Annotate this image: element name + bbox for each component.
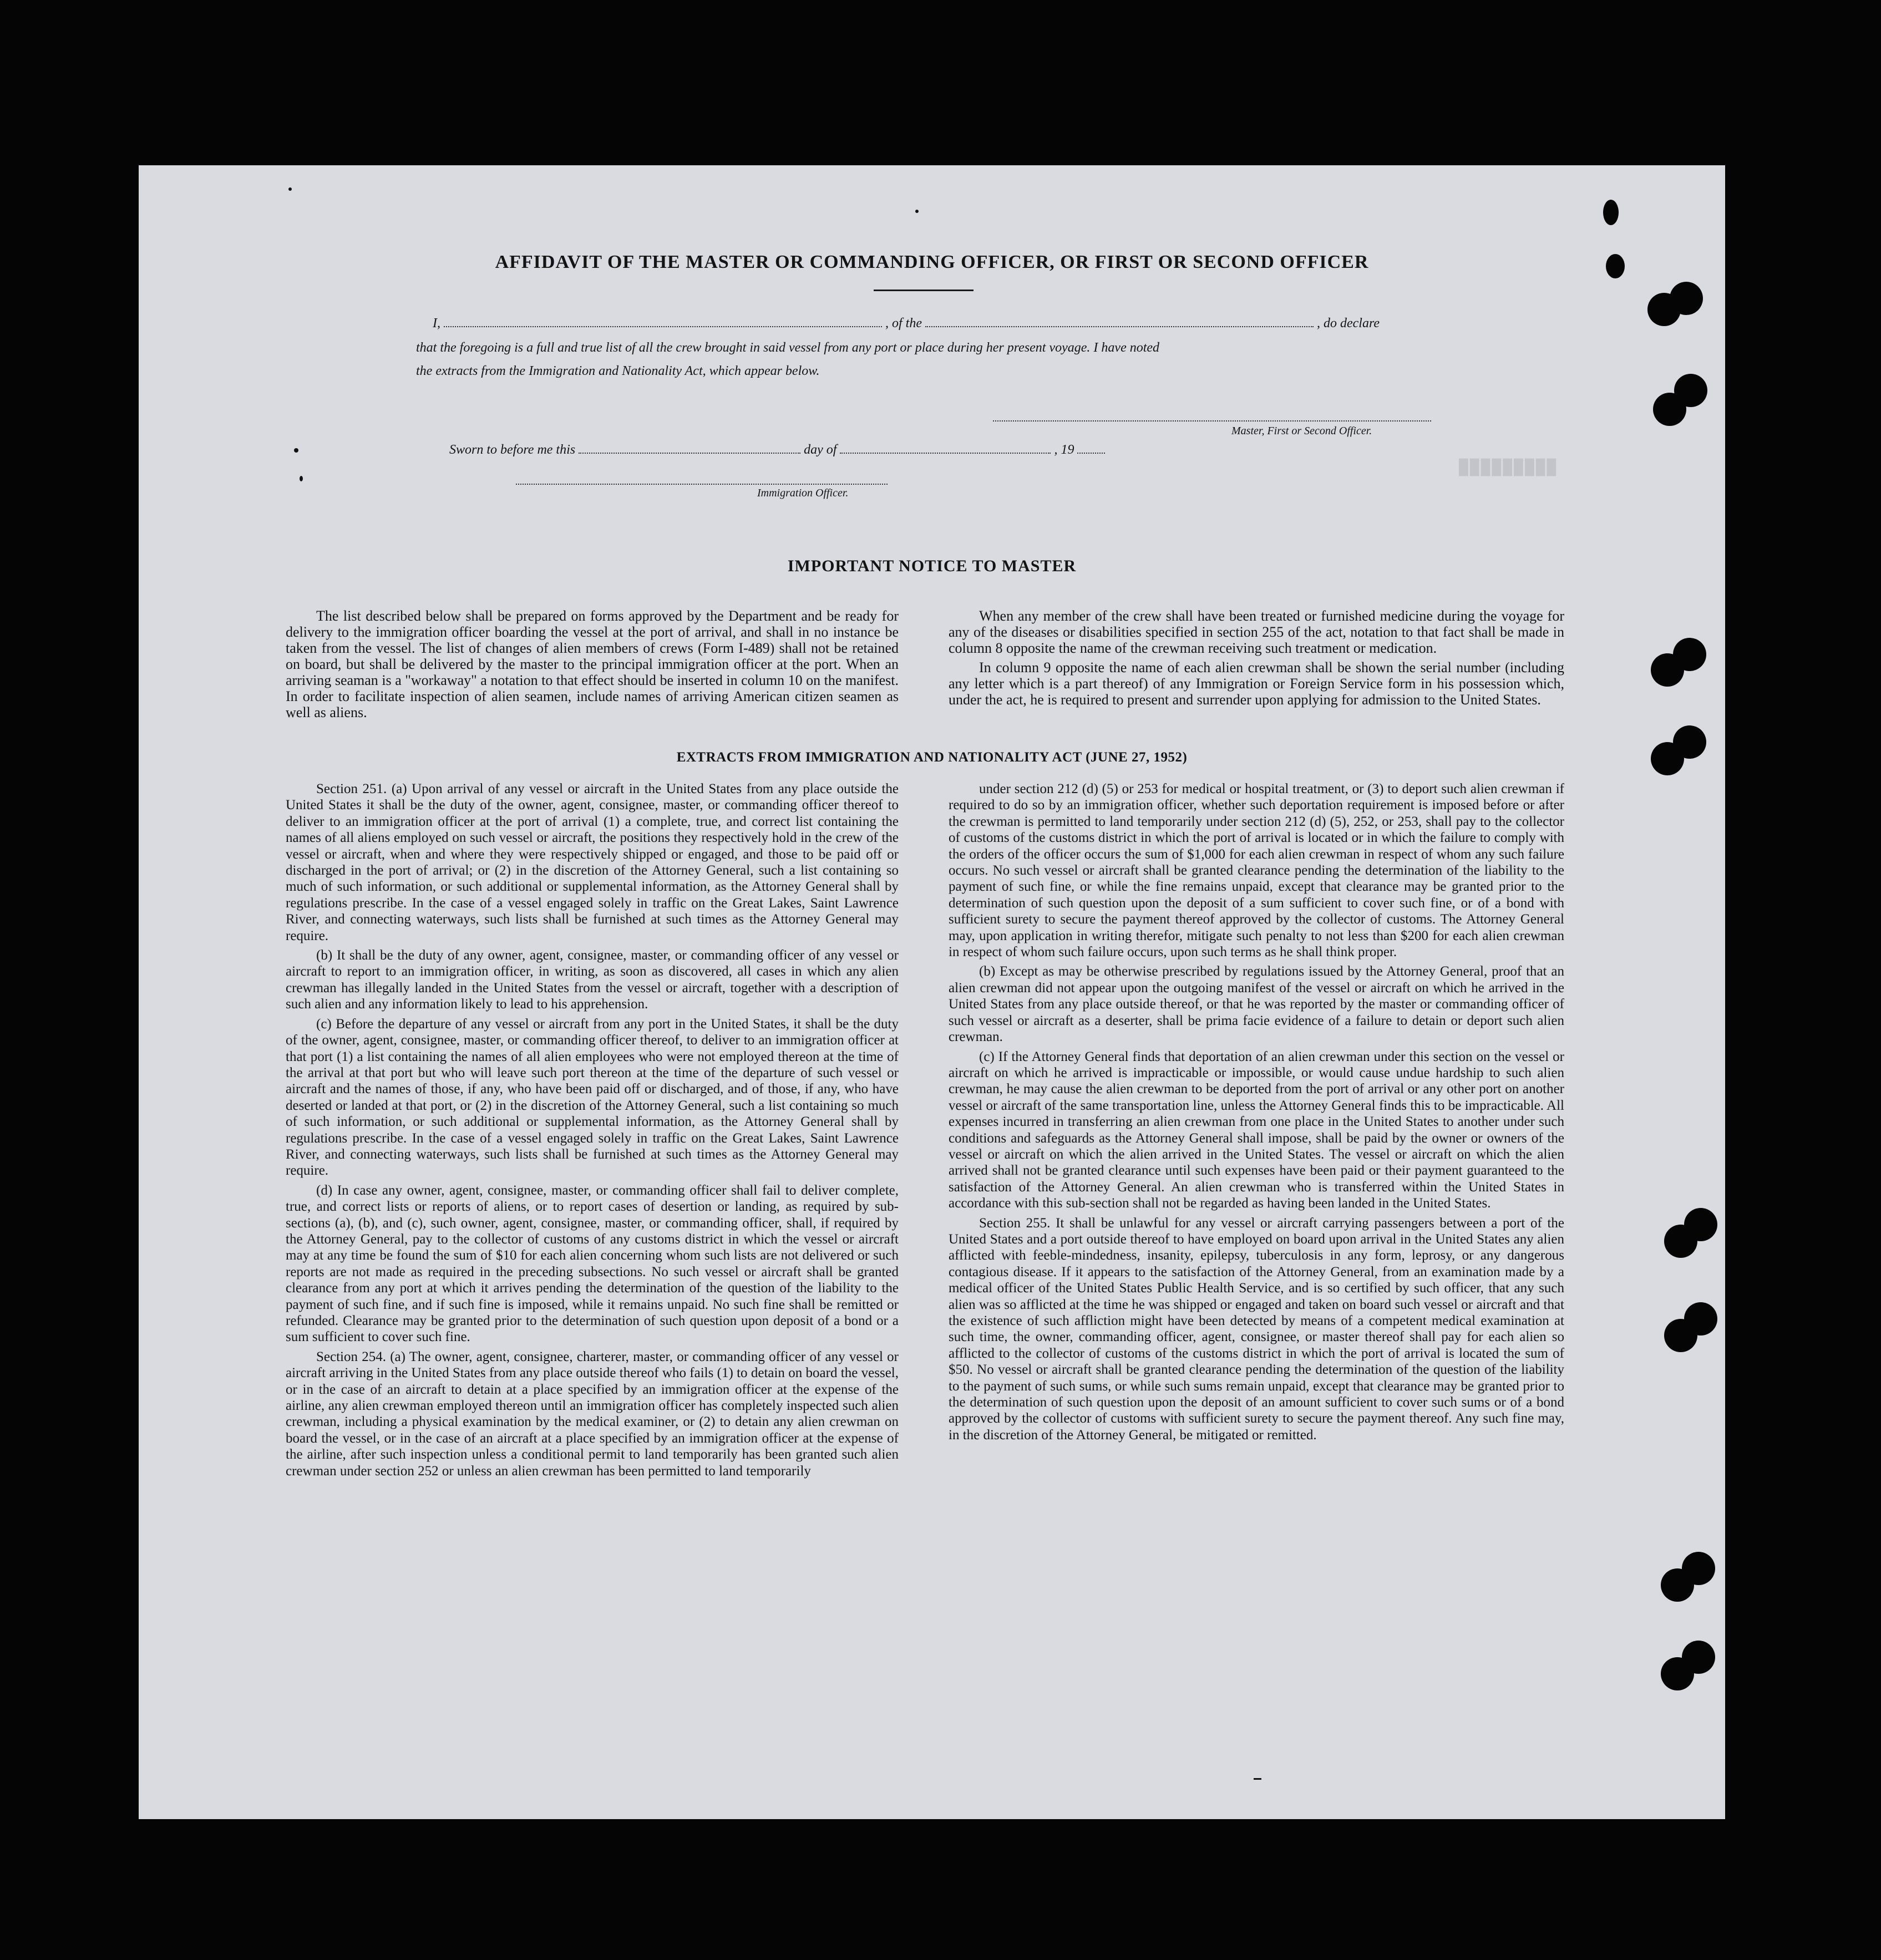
- speck: [300, 476, 303, 481]
- speck: [294, 448, 298, 453]
- officer-label: Immigration Officer.: [757, 487, 849, 499]
- vessel-blank: [925, 326, 1314, 327]
- sworn-month-blank: [840, 453, 1051, 454]
- master-label: Master, First or Second Officer.: [1231, 425, 1372, 437]
- sworn-line: [449, 443, 1108, 458]
- speck: [288, 187, 292, 191]
- bleed-through-text: █████████: [1459, 459, 1558, 476]
- affidavit-i-label: I,: [433, 316, 440, 331]
- affidavit-line-3: the extracts from the Immigration and Nationality Act, which appear below.: [416, 364, 820, 378]
- affidavit-declaration-line: [433, 316, 1380, 331]
- name-blank: [444, 326, 882, 327]
- extracts-right-paragraph: Section 255. It shall be unlawful for any vessel or aircraft carrying passengers between a port of the United States and a port outside thereof to have employed on board upon arrival in the United States any alien afflicted with feeble-mindedness, insanity, epilepsy, tuberculosis in any form, leprosy, or any dangerous contagious disease. If it appears to the satisfaction of the Attorney General, from an examination made by a medical officer of the United States Public Health Service, and is so certified by such officer, that any such alien was so afflicted at the time he was shipped or engaged and taken on board such vessel or aircraft and that the existence of such affliction might have been detected by means of a competent medical examination at such time, the owner, commanding officer, agent, consignee, or master thereof shall pay for each alien so afflicted to the collector of customs of the customs district in which the port of arrival is located the sum of $50. No vessel or aircraft shall be granted clearance pending the determination of the question of the liability to the payment of such sums, or while such sums remain unpaid, except that clearance may be granted prior to the determination of such question upon the deposit of an amount sufficient to cover such sums or of a bond approved by the collector of customs with sufficient surety to secure the payment thereof. Any such fine may, in the discretion of the Attorney General, be mitigated or remitted.: [949, 1215, 1564, 1443]
- extracts-left-paragraph: (b) It shall be the duty of any owner, agent, consignee, master, or commanding officer of any vessel or aircraft to report to an immigration officer, in writing, as soon as discovered, all cases in which any alien crewman has illegally landed in the United States from the vessel or aircraft, together with a description of such alien and any information likely to lead to his apprehension.: [286, 948, 899, 1012]
- extracts-left-paragraph: Section 254. (a) The owner, agent, consignee, charterer, master, or commanding officer of any vessel or aircraft arriving in the United States from any place outside thereof who fails (1) to detain on board the vessel, or in the case of an aircraft to detain at a place specified by an immigration officer at the expense of the airline, any alien crewman employed thereon until an immigration officer has completely inspected such alien crewman, including a physical examination by the medical examiner, or (2) to detain any alien crewman on board the vessel, or in the case of an aircraft at a place specified by an immigration officer at the expense of the airline, after such inspection unless a conditional permit to land temporarily has been granted such alien crewman under section 252 or unless an alien crewman has been permitted to land temporarily: [286, 1349, 899, 1479]
- extracts-right-paragraph: (c) If the Attorney General finds that deportation of an alien crewman under this section on the vessel or aircraft on which he arrived is impracticable or impossible, or would cause undue hardship to such alien crewman, he may cause the alien crewman to be deported from the port of arrival or any other port on another vessel or aircraft of the same transportation line, unless the Attorney General finds this to be impracticable. All expenses incurred in transferring an alien crewman from one place in the United States to another under such conditions and safeguards as the Attorney General shall impose, shall be paid by the owner or owners of the vessel or aircraft on which the alien arrived in the United States. The vessel or aircraft on which the alien arrived shall not be granted clearance until such expenses have been paid or their payment guaranteed to the satisfaction of the Attorney General. An alien crewman who is transferred within the United States in accordance with this sub-section shall not be regarded as having been landed in the United States.: [949, 1049, 1564, 1211]
- affidavit-of-the-label: , of the: [885, 316, 922, 331]
- sworn-year-blank: [1077, 453, 1105, 454]
- punch-hole: [1670, 282, 1703, 315]
- punch-hole: [1682, 1552, 1715, 1585]
- affidavit-title: AFFIDAVIT OF THE MASTER OR COMMANDING OFFICER, OR FIRST OR SECOND OFFICER: [495, 252, 1369, 272]
- sworn-label: Sworn to before me this: [449, 443, 576, 457]
- year-label: , 19: [1054, 443, 1074, 457]
- notice-right-column: [949, 608, 1564, 711]
- extracts-right-column: [949, 781, 1564, 1446]
- day-of-label: day of: [804, 443, 837, 457]
- extracts-right-paragraph: under section 212 (d) (5) or 253 for medical or hospital treatment, or (3) to deport such alien crewman if required to do so by an immigration officer, whether such deportation requirement is imposed before or after the crewman is permitted to land temporarily under section 212 (d) (5), 252, or 253, shall pay to the collector of customs of the customs district in which the port of arrival is located or in which the failure to comply with the orders of the officer occurs the sum of $1,000 for each alien crewman in respect of whom any such failure occurs. No such vessel or aircraft shall be granted clearance pending the determination of the liability to the payment of such fine, or while the fine remains unpaid, except that clearance may be granted prior to the determination of such question upon the deposit of a sum sufficient to cover such fine, or of a bond with sufficient surety to secure the payment thereof approved by the collector of customs. The Attorney General may, upon application in writing therefor, mitigate such penalty to not less than $200 for each alien crewman in respect of whom such failure occurs, upon such terms as he shall think proper.: [949, 781, 1564, 960]
- affidavit-line-2: that the foregoing is a full and true list of all the crew brought in said vessel from any port or place during her present voyage. I have noted: [416, 341, 1160, 355]
- extracts-left-paragraph: Section 251. (a) Upon arrival of any vessel or aircraft in the United States from any place outside the United States it shall be the duty of the owner, agent, consignee, master, or commanding officer thereof to deliver to an immigration officer at the port of arrival (1) a complete, true, and correct list containing the names of all aliens employed on such vessel or aircraft, the positions they respectively hold in the crew of the vessel or aircraft, when and where they were respectively shipped or engaged, and those to be paid off or discharged in the port of arrival; or (2) in the discretion of the Attorney General, such a list containing so much of such information, or such additional or supplemental information, as the Attorney General shall by regulations prescribe. In the case of a vessel engaged solely in traffic on the Great Lakes, Saint Lawrence River, and connecting waterways, such lists shall be furnished at such times as the Attorney General may require.: [286, 781, 899, 943]
- extracts-title: EXTRACTS FROM IMMIGRATION AND NATIONALITY ACT (JUNE 27, 1952): [676, 750, 1188, 765]
- extracts-right-paragraph: (b) Except as may be otherwise prescribed by regulations issued by the Attorney General, proof that an alien crewman did not appear upon the outgoing manifest of the vessel or aircraft on which he arrived in the United States from any place outside thereof, or that he was reported by the master or commanding officer of such vessel or aircraft as a deserter, shall be prima facie evidence of a failure to detain or deport such alien crewman.: [949, 964, 1564, 1045]
- sworn-day-blank: [579, 453, 800, 454]
- title-underline: [874, 290, 974, 291]
- extracts-left-paragraph: (c) Before the departure of any vessel or aircraft from any port in the United States, it shall be the duty of the owner, agent, consignee, master, or commanding officer thereof, to deliver to an immigration officer at that port (1) a list containing the names of all alien employees who were not employed thereon at the time of the arrival at that port but who will leave such port thereon at the time of the departure of such vessel or aircraft and the names of those, if any, who have been paid off or discharged, and of those, if any, who have deserted or landed at that port, or (2) in the discretion of the Attorney General, such a list containing so much of such information, or such additional or supplemental information, as the Attorney General shall by regulations prescribe. In the case of a vessel engaged solely in traffic on the Great Lakes, Saint Lawrence River, and connecting waterways, such lists shall be furnished at such times as the Attorney General may require.: [286, 1016, 899, 1179]
- document-page: [139, 165, 1725, 1819]
- punch-hole: [1673, 638, 1706, 671]
- notice-right-text-1: When any member of the crew shall have been treated or furnished medicine during the voyage for any of the diseases or disabilities specified in section 255 of the act, notation to that fact shall be made in column 8 opposite the name of the crewman receiving such treatment or medication.: [949, 608, 1564, 656]
- notice-right-text-2: In column 9 opposite the name of each alien crewman shall be shown the serial number (including any letter which is a part thereof) of any Immigration or Foreign Service form in his possession which, under the act, he is required to present and surrender upon applying for admission to the United States.: [949, 659, 1564, 708]
- punch-hole: [1603, 200, 1619, 225]
- master-signature-line: [993, 420, 1431, 422]
- affidavit-declare-label: , do declare: [1317, 316, 1380, 331]
- speck: [915, 210, 919, 213]
- notice-left-text: The list described below shall be prepared on forms approved by the Department and be ready for delivery to the immigration officer boarding the vessel at the port of arrival, and shall in no instance be taken from the vessel. The list of changes of alien members of crews (Form I-489) shall not be retained on board, but shall be delivered by the master to the principal immigration officer at the port. When an arriving seaman is a "workaway" a notation to that effect should be inserted in column 10 on the manifest. In order to facilitate inspection of alien seamen, include names of arriving American citizen seamen as well as aliens.: [286, 608, 899, 720]
- extracts-left-paragraph: (d) In case any owner, agent, consignee, master, or commanding officer shall fail to deliver complete, true, and correct lists or reports of aliens, or to report cases of desertion or landing, as required by sub-sections (a), (b), and (c), such owner, agent, consignee, master, or commanding officer, shall, if required by the Attorney General, pay to the collector of customs of any customs district in which the vessel or aircraft may at any time be found the sum of $10 for each alien concerning whom such lists are not delivered or such reports are not made as required in the preceding subsections. No such vessel or aircraft shall be granted clearance from any port at which it arrives pending the determination of the question of the liability to the payment of such fine, and if such fine is imposed, while it remains unpaid. No such fine shall be remitted or refunded. Clearance may be granted prior to the determination of such question upon deposit of a bond or a sum sufficient to cover such fine.: [286, 1182, 899, 1345]
- punch-hole: [1682, 1641, 1715, 1674]
- officer-signature-line: [516, 484, 888, 485]
- notice-title: IMPORTANT NOTICE TO MASTER: [787, 557, 1077, 575]
- punch-hole: [1684, 1302, 1717, 1336]
- punch-hole: [1684, 1208, 1717, 1241]
- notice-left-column: [286, 608, 899, 724]
- punch-hole: [1674, 374, 1707, 407]
- extracts-left-column: [286, 781, 899, 1482]
- speck: [1254, 1778, 1261, 1780]
